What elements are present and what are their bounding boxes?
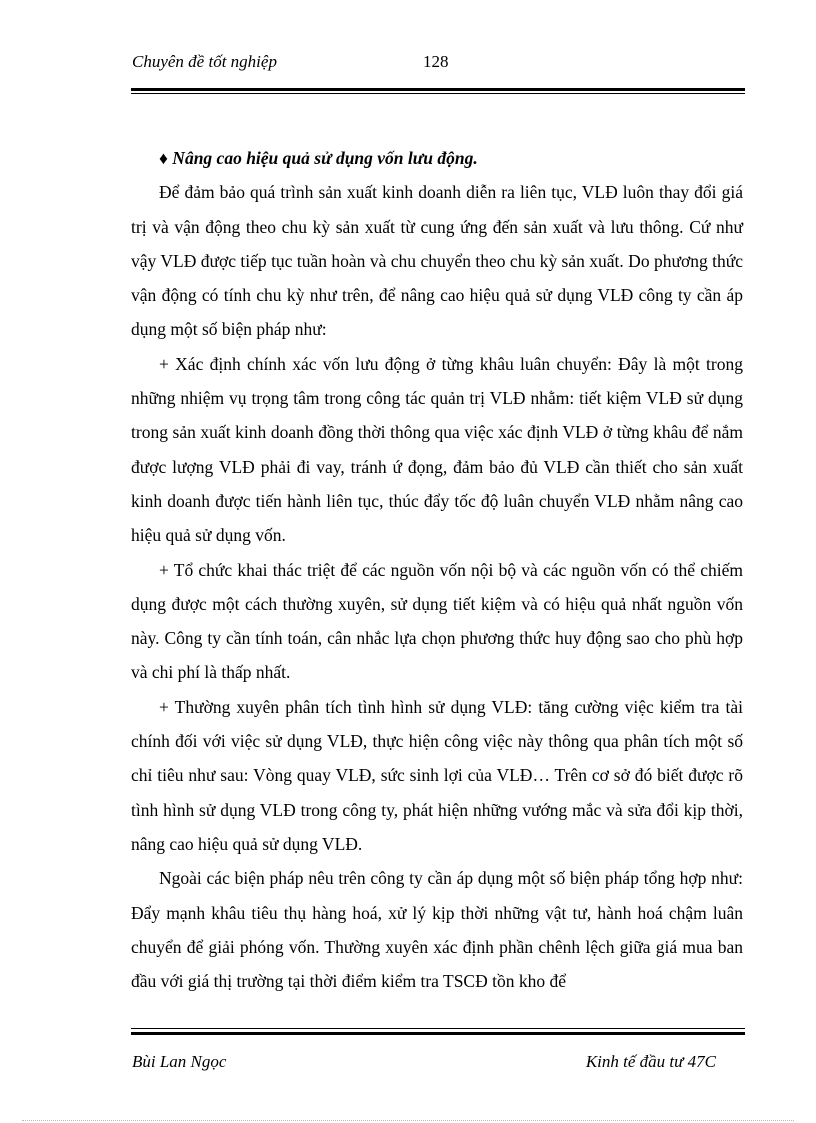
footer-rule-thick xyxy=(131,1032,745,1035)
paragraph-internal-funds: + Tổ chức khai thác triệt để các nguồn vốn nội bộ và các nguồn vốn có thể chiếm dụng được một cách thường xuyên, sử dụng tiết kiệm và có hiệu quả nhất nguồn vốn này. Công ty cần tính toán, cân nhắc lựa chọn phương thức huy động sao cho phù hợp và chi phí là thấp nhất. xyxy=(131,559,743,683)
header-rule-thin xyxy=(131,93,745,94)
footer-author: Bùi Lan Ngọc xyxy=(132,1052,227,1071)
paragraph-intro: Để đảm bảo quá trình sản xuất kinh doanh diễn ra liên tục, VLĐ luôn thay đổi giá trị và vận động theo chu kỳ sản xuất từ cung ứng đến sản xuất và lưu thông. Cứ như vậy VLĐ được tiếp tục tuần hoàn và chu chuyển theo chu kỳ sản xuất. Do phương thức vận động có tính chu kỳ như trên, để nâng cao hiệu quả sử dụng VLĐ công ty cần áp dụng một số biện pháp như: xyxy=(131,182,743,340)
header-rule-thick xyxy=(131,88,745,91)
page-edge xyxy=(22,1120,794,1121)
header-title: Chuyên đề tốt nghiệp xyxy=(132,52,277,71)
paragraph-other-measures: Ngoài các biện pháp nêu trên công ty cần áp dụng một số biện pháp tổng hợp như: Đẩy mạnh khâu tiêu thụ hàng hoá, xử lý kịp thời những vật tư, hành hoá chậm luân chuyển để giải phóng vốn. Thường xuyên xác định phần chênh lệch giữa giá mua ban đầu với giá thị trường tại thời điểm kiểm tra TSCĐ tồn kho để xyxy=(131,868,743,992)
footer-class: Kinh tế đầu tư 47C xyxy=(585,1052,716,1071)
document-body xyxy=(131,141,743,998)
page-number: 128 xyxy=(423,52,449,71)
paragraph-analysis: + Thường xuyên phân tích tình hình sử dụng VLĐ: tăng cường việc kiểm tra tài chính đối với việc sử dụng VLĐ, thực hiện công việc này thông qua phân tích một số chỉ tiêu như sau: Vòng quay VLĐ, sức sinh lợi của VLĐ… Trên cơ sở đó biết được rõ tình hình sử dụng VLĐ trong công ty, phát hiện những vướng mắc và sửa đổi kịp thời, nâng cao hiệu quả sử dụng VLĐ. xyxy=(131,696,743,854)
paragraph-working-capital: + Xác định chính xác vốn lưu động ở từng khâu luân chuyển: Đây là một trong những nhiệm vụ trọng tâm trong công tác quản trị VLĐ nhằm: tiết kiệm VLĐ sử dụng trong sản xuất kinh doanh đồng thời thông qua việc xác định VLĐ ở từng khâu để nắm được lượng VLĐ phải đi vay, tránh ứ đọng, đảm bảo đủ VLĐ cần thiết cho sản xuất kinh doanh được tiến hành liên tục, thúc đẩy tốc độ luân chuyển VLĐ nhằm nâng cao hiệu quả sử dụng vốn. xyxy=(131,353,743,546)
footer-rule-thin xyxy=(131,1028,745,1029)
section-heading: ♦ Nâng cao hiệu quả sử dụng vốn lưu động. xyxy=(159,148,478,168)
